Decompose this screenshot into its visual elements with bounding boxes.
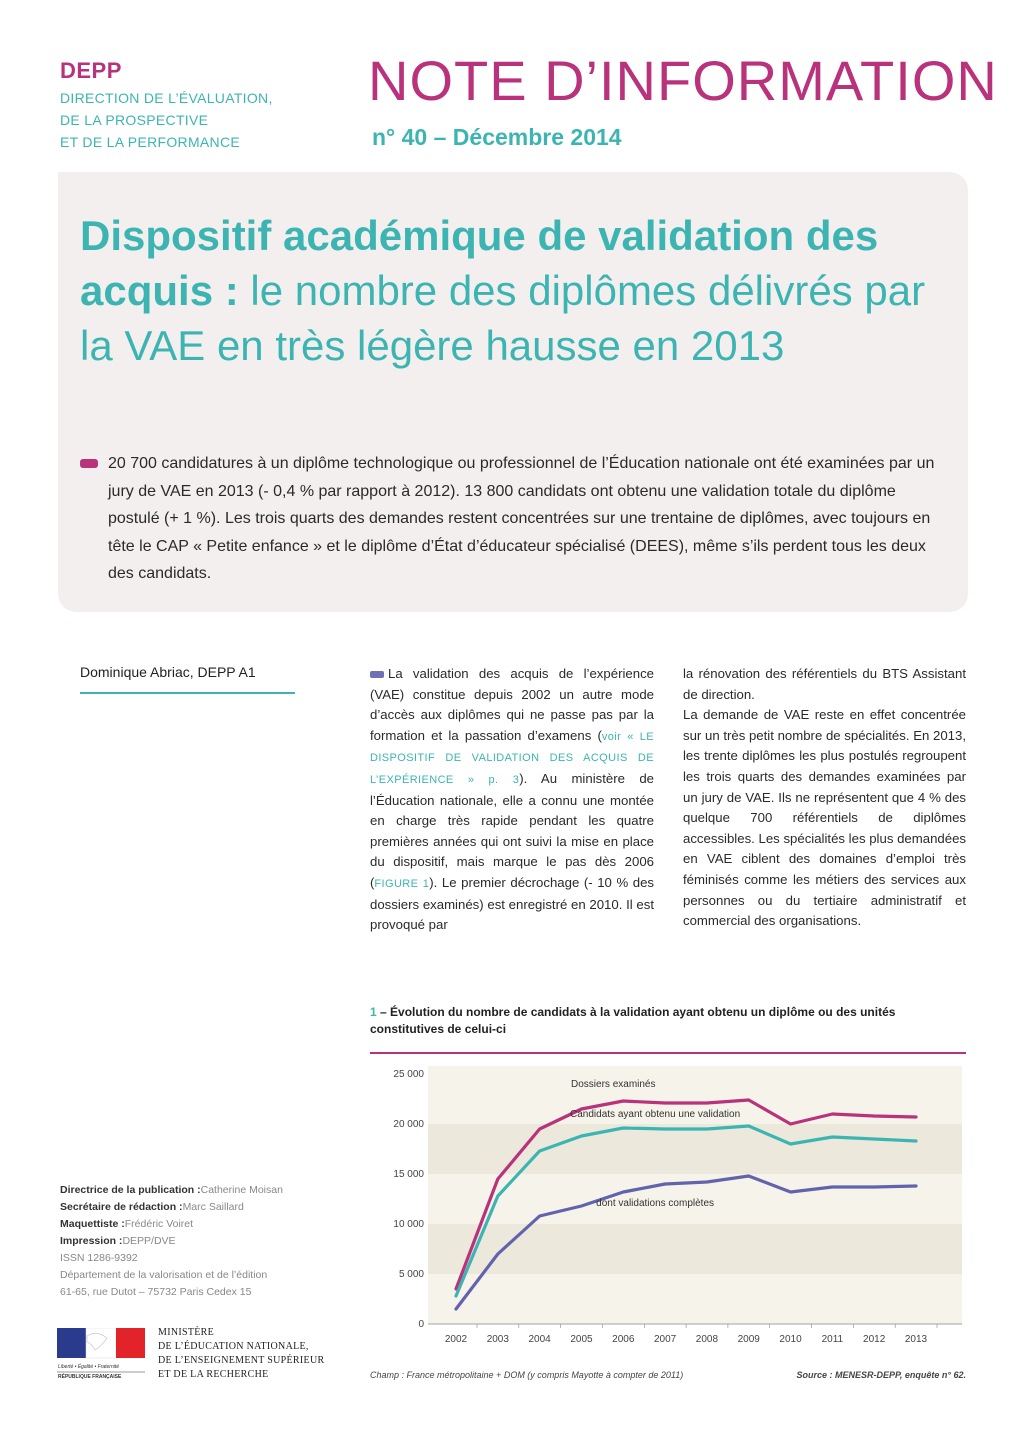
x-tick-label: 2005 [570, 1334, 593, 1345]
figure-rule [370, 1052, 966, 1054]
colophon-line [60, 1182, 283, 1199]
x-tick-label: 2012 [863, 1334, 886, 1345]
colophon-value: ISSN 1286-9392 [60, 1252, 138, 1264]
colophon-value: Catherine Moisan [200, 1184, 283, 1196]
y-tick-label: 15 000 [393, 1169, 424, 1180]
data-point [831, 1136, 833, 1138]
col1-text-b: ). Au ministère de l’Éducation nationale, elle a connu une montée en charge très rapide pendant les quatre premières années qui ont suivi la mise en place du dispositif, mais marque le pas dès 2006 ( [370, 770, 654, 890]
line-chart [370, 1056, 966, 1366]
colophon-label: Maquettiste : [60, 1218, 125, 1230]
data-point [455, 1308, 457, 1310]
colophon-line [60, 1267, 283, 1284]
x-tick-label: 2013 [904, 1334, 928, 1345]
colophon-line [60, 1250, 283, 1267]
data-point [580, 1135, 582, 1137]
headline [80, 208, 940, 373]
ministry-line: DE L’ÉDUCATION NATIONALE, [158, 1341, 309, 1352]
ministry-line: MINISTÈRE [158, 1327, 215, 1338]
org-line-3: ET DE LA PERFORMANCE [60, 134, 241, 150]
issue-number: n° 40 – Décembre 2014 [372, 124, 622, 150]
x-tick-label: 2002 [444, 1334, 468, 1345]
ministry-line: DE L’ENSEIGNEMENT SUPÉRIEUR [158, 1355, 325, 1366]
headline-rest: le nombre des diplômes délivrés par la VAE en très légère hausse en 2013 [80, 267, 926, 369]
data-point [455, 1288, 457, 1290]
data-point [538, 1128, 540, 1130]
data-point [622, 1100, 624, 1102]
y-tick-label: 20 000 [393, 1119, 424, 1130]
summary-text: 20 700 candidatures à un diplôme technologique ou professionnel de l’Éducation nationale ont été examinées par un jury de VAE en 2013 (- 0,4 % par rapport à 2012). 13 800 candidats ont obtenu une validation totale du diplôme postulé (+ 1 %). Les trois quarts des demandes restent concentrées sur une trentaine de diplômes, avec toujours en tête le CAP « Petite enfance » et le diplôme d’État d’éducateur spécialisé (DEES), même s’ils perdent tous les deux des candidats. [108, 455, 935, 582]
series-label: dont validations complètes [596, 1198, 715, 1209]
paragraph-bullet-icon [370, 671, 384, 678]
y-tick-label: 10 000 [393, 1219, 424, 1230]
data-point [915, 1116, 917, 1118]
colophon-value: Département de la valorisation et de l’édition [60, 1269, 268, 1281]
colophon-value: 61-65, rue Dutot – 75732 Paris Cedex 15 [60, 1286, 252, 1298]
data-point [706, 1128, 708, 1130]
summary-bullet-icon [80, 459, 98, 468]
x-tick-label: 2011 [821, 1334, 844, 1345]
colophon-value: DEPP/DVE [122, 1235, 176, 1247]
data-point [789, 1123, 791, 1125]
data-point [831, 1186, 833, 1188]
col1-text-a: La validation des acquis de l’expérience (VAE) constitue depuis 2002 un autre mode d’accès aux diplômes qui ne passe pas par la formation et la passation d’examens ( [370, 666, 654, 743]
data-point [789, 1191, 791, 1193]
figure-number: 1 [370, 1005, 377, 1019]
figure-source-text: Source : MENESR-DEPP, enquête n° 62. [796, 1370, 966, 1380]
colophon-value: Marc Saillard [182, 1201, 244, 1213]
data-point [873, 1186, 875, 1188]
author-divider [80, 692, 295, 694]
data-point [580, 1205, 582, 1207]
logo-republic: RÉPUBLIQUE FRANÇAISE [58, 1374, 122, 1380]
data-point [706, 1181, 708, 1183]
body-column-1 [370, 664, 654, 936]
data-point [748, 1175, 750, 1177]
x-tick-label: 2007 [653, 1334, 677, 1345]
colophon-line [60, 1233, 283, 1250]
ministry-name [158, 1326, 324, 1382]
colophon-line [60, 1216, 283, 1233]
x-tick-label: 2010 [779, 1334, 802, 1345]
org-name: DEPP [60, 58, 122, 83]
data-point [831, 1113, 833, 1115]
x-tick-label: 2006 [612, 1334, 635, 1345]
org-line-1: DIRECTION DE L’ÉVALUATION, [60, 90, 273, 106]
data-point [748, 1099, 750, 1101]
data-point [706, 1102, 708, 1104]
ministry-line: ET DE LA RECHERCHE [158, 1369, 269, 1380]
figure-title-text: – Évolution du nombre de candidats à la validation ayant obtenu un diplôme ou des unités constitutives de celui-ci [370, 1005, 896, 1036]
figure-note: Champ : France métropolitaine + DOM (y compris Mayotte à compter de 2011) [370, 1370, 684, 1380]
logo-motto: Liberté • Égalité • Fraternité [58, 1364, 120, 1370]
data-point [497, 1178, 499, 1180]
y-tick-label: 5 000 [398, 1269, 424, 1280]
col2-paragraph-2: La demande de VAE reste en effet concentrée sur un très petit nombre de spécialités. En 2013, les trente diplômes les plus postulés regroupent les trois quarts des demandes examinées par un jury de VAE. Ils ne représentent que 4 % des quelque 700 référentiels de diplômes accessibles. Les spécialités les plus demandées en VAE ciblent des domaines d’emploi très féminisés comme les métiers des services aux personnes ou du tertiaire administratif et commercial des organisations. [683, 707, 966, 929]
x-tick-label: 2009 [737, 1334, 760, 1345]
data-point [497, 1253, 499, 1255]
figure-title [370, 1004, 970, 1038]
data-point [915, 1140, 917, 1142]
y-tick-label: 0 [418, 1319, 424, 1330]
data-point [748, 1125, 750, 1127]
colophon-line [60, 1284, 283, 1301]
data-point [664, 1128, 666, 1130]
x-tick-label: 2003 [486, 1334, 509, 1345]
body-column-2 [683, 664, 966, 932]
figure-source [760, 1370, 966, 1380]
author: Dominique Abriac, DEPP A1 [80, 664, 256, 680]
series-label: Dossiers examinés [571, 1079, 656, 1090]
colophon-label: Directrice de la publication : [60, 1184, 201, 1196]
x-tick-label: 2004 [528, 1334, 551, 1345]
col2-paragraph-1: la rénovation des référentiels du BTS Assistant de direction. [683, 666, 966, 702]
data-point [915, 1185, 917, 1187]
x-tick-label: 2008 [695, 1334, 719, 1345]
series-label: Candidats ayant obtenu une validation [570, 1109, 741, 1120]
plot-area [428, 1066, 962, 1324]
inset-link[interactable]: voir « LE DISPOSITIF DE VALIDATION DES ACQUIS DE L’EXPÉRIENCE » p. 3 [370, 730, 655, 786]
grid-band [428, 1224, 962, 1274]
colophon-line [60, 1199, 283, 1216]
org-line-2: DE LA PROSPECTIVE [60, 112, 209, 128]
y-tick-label: 25 000 [393, 1069, 424, 1080]
colophon [60, 1182, 283, 1301]
data-point [538, 1150, 540, 1152]
data-point [538, 1215, 540, 1217]
data-point [497, 1195, 499, 1197]
publication-title: NOTE D’INFORMATION [368, 49, 998, 112]
logo-caption [58, 1364, 148, 1380]
data-point [622, 1191, 624, 1193]
headline-bold: Dispositif académique de validation des acquis : [80, 212, 879, 314]
data-point [873, 1138, 875, 1140]
data-point [622, 1127, 624, 1129]
data-point [664, 1102, 666, 1104]
data-point [873, 1115, 875, 1117]
figure-link[interactable]: FIGURE 1 [374, 877, 430, 890]
data-point [664, 1183, 666, 1185]
colophon-label: Impression : [60, 1235, 123, 1247]
col1-text-c: ). Le premier décrochage (- 10 % des dossiers examinés) est enregistré en 2010. Il est provoqué par [370, 874, 654, 933]
data-point [789, 1143, 791, 1145]
data-point [455, 1295, 457, 1297]
colophon-label: Secrétaire de rédaction : [60, 1201, 183, 1213]
colophon-value: Frédéric Voiret [124, 1218, 194, 1230]
